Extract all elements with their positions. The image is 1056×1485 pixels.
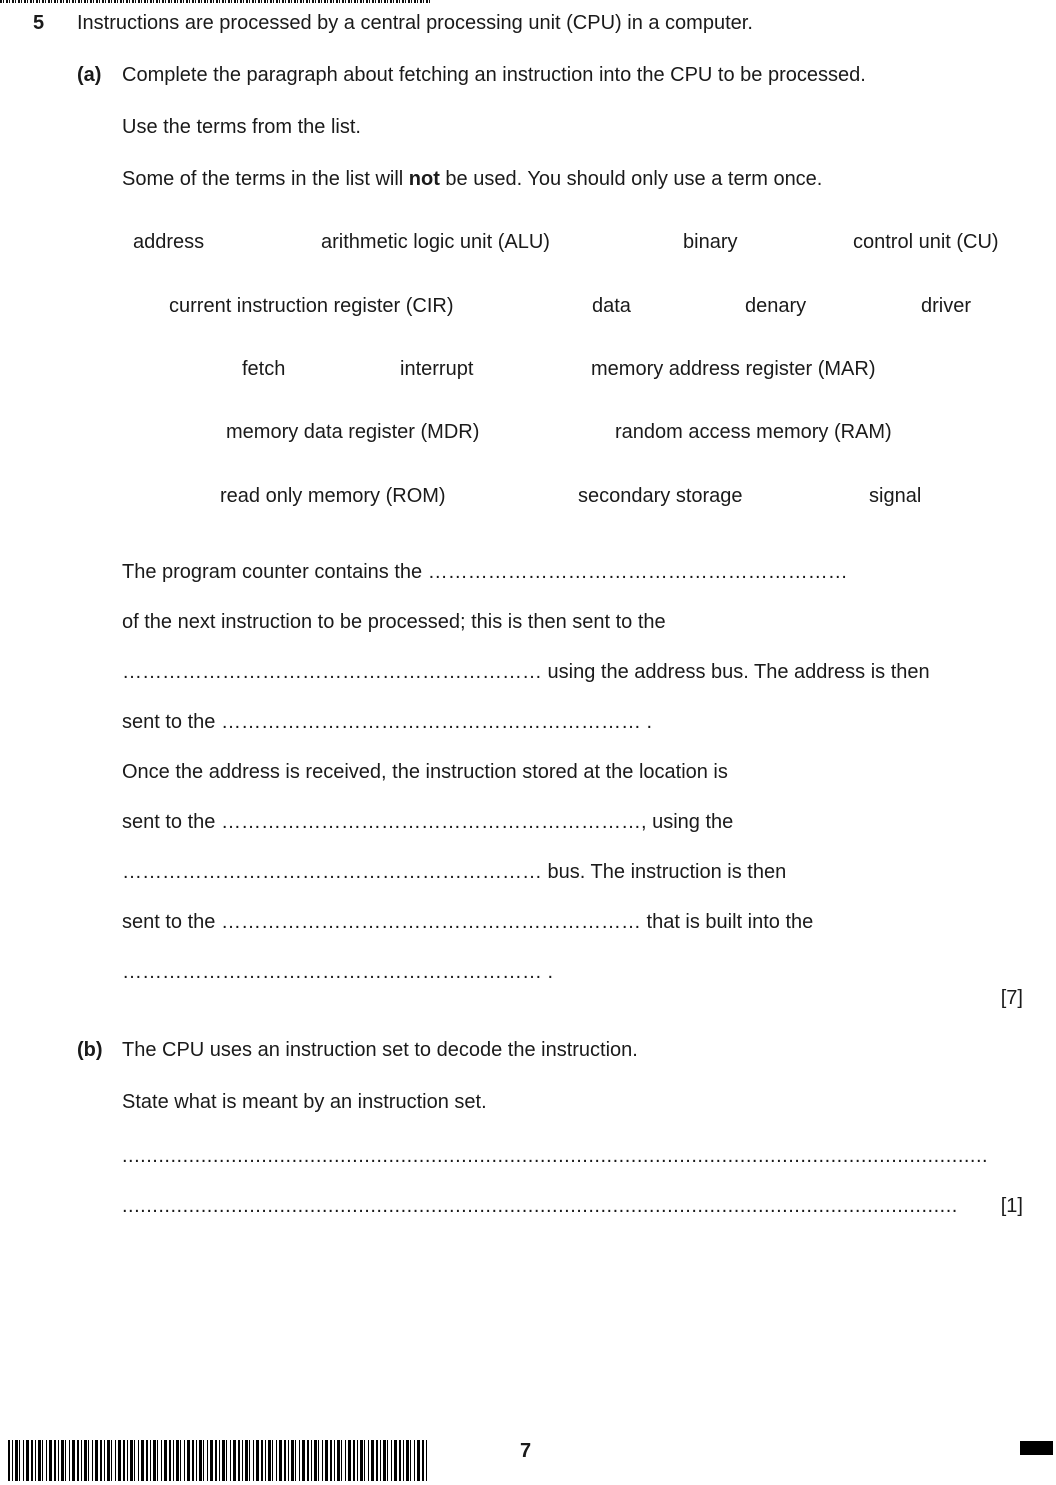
paragraph-line: sent to the ……………………………………………………… that is built into the: [122, 911, 814, 933]
note-emphasis: not: [408, 168, 440, 190]
part-b-marks: [1]: [1000, 1195, 1023, 1217]
paragraph-line: ……………………………………………………… using the address bus. The address is then: [122, 661, 930, 683]
paragraph-line: ……………………………………………………… bus. The instruction is then: [122, 861, 787, 883]
term-item: read only memory (ROM): [220, 485, 446, 507]
term-item: binary: [683, 231, 738, 253]
paragraph-line: sent to the ……………………………………………………… .: [122, 711, 653, 733]
term-item: random access memory (RAM): [615, 421, 892, 443]
answer-line[interactable]: ...............................................................................................................................................: [122, 1145, 989, 1167]
term-item: denary: [745, 295, 807, 317]
term-item: arithmetic logic unit (ALU): [321, 231, 550, 253]
term-item: memory address register (MAR): [591, 358, 876, 380]
note-text-after: be used. You should only use a term once.: [439, 168, 823, 190]
part-b-statement: The CPU uses an instruction set to decode the instruction.: [122, 1039, 638, 1061]
part-a-marks: [7]: [1000, 987, 1023, 1009]
term-item: address: [133, 231, 205, 253]
term-item: control unit (CU): [853, 231, 999, 253]
terms-usage-note: [122, 167, 822, 191]
answer-line[interactable]: ..........................................................................................................................................: [122, 1195, 958, 1217]
paragraph-line: The program counter contains the ………………………………………………………: [122, 561, 848, 583]
term-item: secondary storage: [578, 485, 743, 507]
paragraph-line: ……………………………………………………… .: [122, 961, 554, 983]
barcode: [8, 1440, 428, 1481]
paragraph-line: of the next instruction to be processed; this is then sent to the: [122, 611, 666, 633]
use-terms-instruction: Use the terms from the list.: [122, 116, 361, 138]
term-item: signal: [869, 485, 922, 507]
part-b-label: (b): [77, 1039, 103, 1061]
part-b-question: State what is meant by an instruction set.: [122, 1091, 487, 1113]
note-text-before: Some of the terms in the list will: [122, 168, 409, 190]
paragraph-line: sent to the ………………………………………………………, using the: [122, 811, 734, 833]
question-stem: Instructions are processed by a central processing unit (CPU) in a computer.: [77, 12, 753, 34]
term-item: data: [592, 295, 631, 317]
part-a-instruction: Complete the paragraph about fetching an instruction into the CPU to be processed.: [122, 64, 866, 86]
term-item: fetch: [242, 358, 286, 380]
term-item: interrupt: [400, 358, 474, 380]
question-number: 5: [33, 12, 45, 34]
registration-mark: [1020, 1441, 1053, 1455]
page-number: 7: [520, 1440, 532, 1462]
term-item: current instruction register (CIR): [169, 295, 454, 317]
term-item: driver: [921, 295, 972, 317]
term-item: memory data register (MDR): [226, 421, 480, 443]
paragraph-line: Once the address is received, the instruction stored at the location is: [122, 761, 728, 783]
part-a-label: (a): [77, 64, 102, 86]
top-barcode: [0, 0, 430, 3]
